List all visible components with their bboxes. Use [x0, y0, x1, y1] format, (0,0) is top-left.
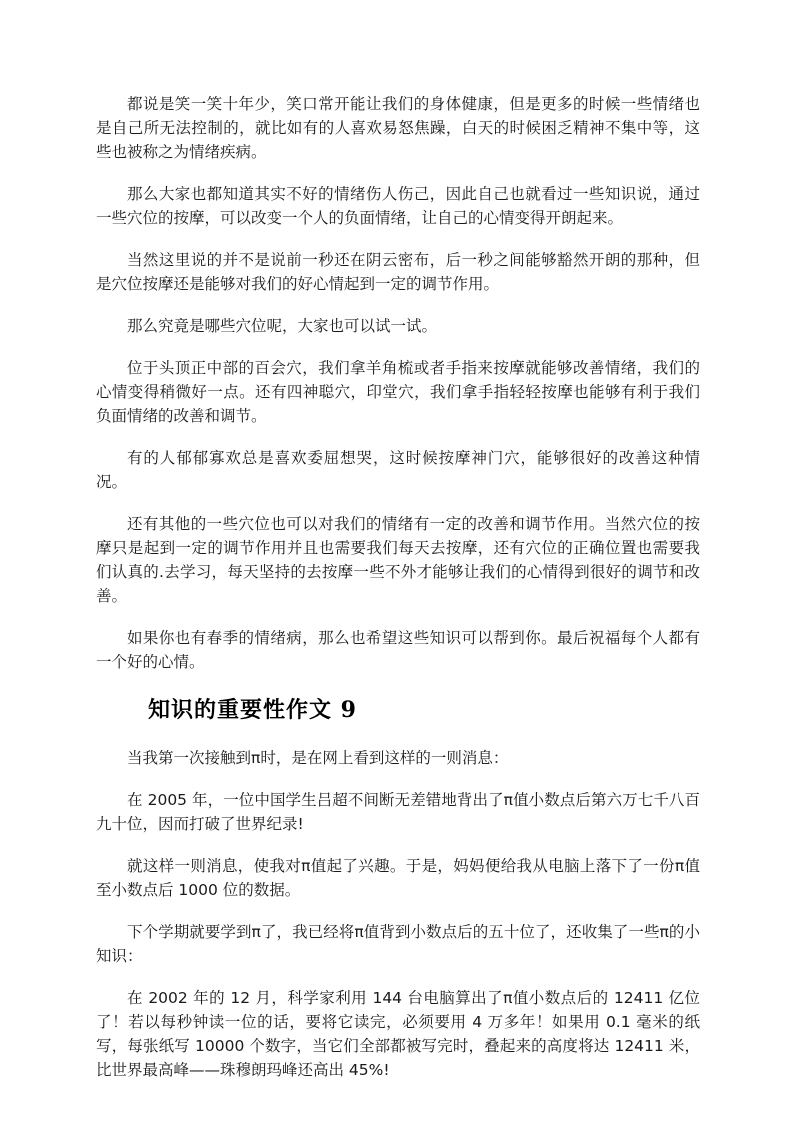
- paragraph: 那么大家也都知道其实不好的情绪伤人伤己，因此自己也就看过一些知识说，通过一些穴位的按摩，可以改变一个人的负面情绪，让自己的心情变得开朗起来。: [96, 185, 700, 227]
- paragraph: 当然这里说的并不是说前一秒还在阴云密布，后一秒之间能够豁然开朗的那种，但是穴位按摩还是能够对我们的好心情起到一定的调节作用。: [96, 251, 700, 293]
- paragraph: 就这样一则消息，使我对π值起了兴趣。于是，妈妈便给我从电脑上落下了一份π值至小数点后 1000 位的数据。: [96, 857, 700, 899]
- paragraph: 如果你也有春季的情绪病，那么也希望这些知识可以帮到你。最后祝福每个人都有一个好的心情。: [96, 629, 700, 671]
- section-heading: 知识的重要性作文 9: [148, 697, 357, 723]
- paragraph: 下个学期就要学到π了，我已经将π值背到小数点后的五十位了，还收集了一些π的小知识：: [96, 923, 700, 965]
- paragraph: 都说是笑一笑十年少，笑口常开能让我们的身体健康，但是更多的时候一些情绪也是自己所无法控制的，就比如有的人喜欢易怒焦躁，白天的时候困乏精神不集中等，这些也被称之为情绪疾病。: [96, 95, 700, 161]
- paragraph: 还有其他的一些穴位也可以对我们的情绪有一定的改善和调节作用。当然穴位的按摩只是起到一定的调节作用并且也需要我们每天去按摩，还有穴位的正确位置也需要我们认真的.去学习，每天坚持的去按摩一些不外才能够让我们的心情得到很好的调节和改善。: [96, 515, 700, 605]
- paragraph: 当我第一次接触到π时，是在网上看到这样的一则消息：: [127, 749, 509, 767]
- paragraph: 有的人郁郁寡欢总是喜欢委屈想哭，这时候按摩神门穴，能够很好的改善这种情况。: [96, 449, 700, 491]
- paragraph: 位于头顶正中部的百会穴，我们拿羊角梳或者手指来按摩就能够改善情绪，我们的心情变得稍微好一点。还有四神聪穴，印堂穴，我们拿手指轻轻按摩也能够有利于我们负面情绪的改善和调节。: [96, 359, 700, 425]
- paragraph: 在 2005 年，一位中国学生吕超不间断无差错地背出了π值小数点后第六万七千八百九十位，因而打破了世界纪录!: [96, 791, 700, 833]
- paragraph: 在 2002 年的 12 月，科学家利用 144 台电脑算出了π值小数点后的 12411 亿位了！若以每秒钟读一位的话，要将它读完，必须要用 4 万多年！如果用 0.1 毫米的纸写，每张纸写 10000 个数字，当它们全部都被写完时，叠起来的高度将达 12411 米，比世界最高峰——珠穆朗玛峰还高出 45%!: [96, 989, 700, 1079]
- paragraph: 那么究竟是哪些穴位呢，大家也可以试一试。: [127, 317, 438, 335]
- document-body: [96, 92, 700, 1100]
